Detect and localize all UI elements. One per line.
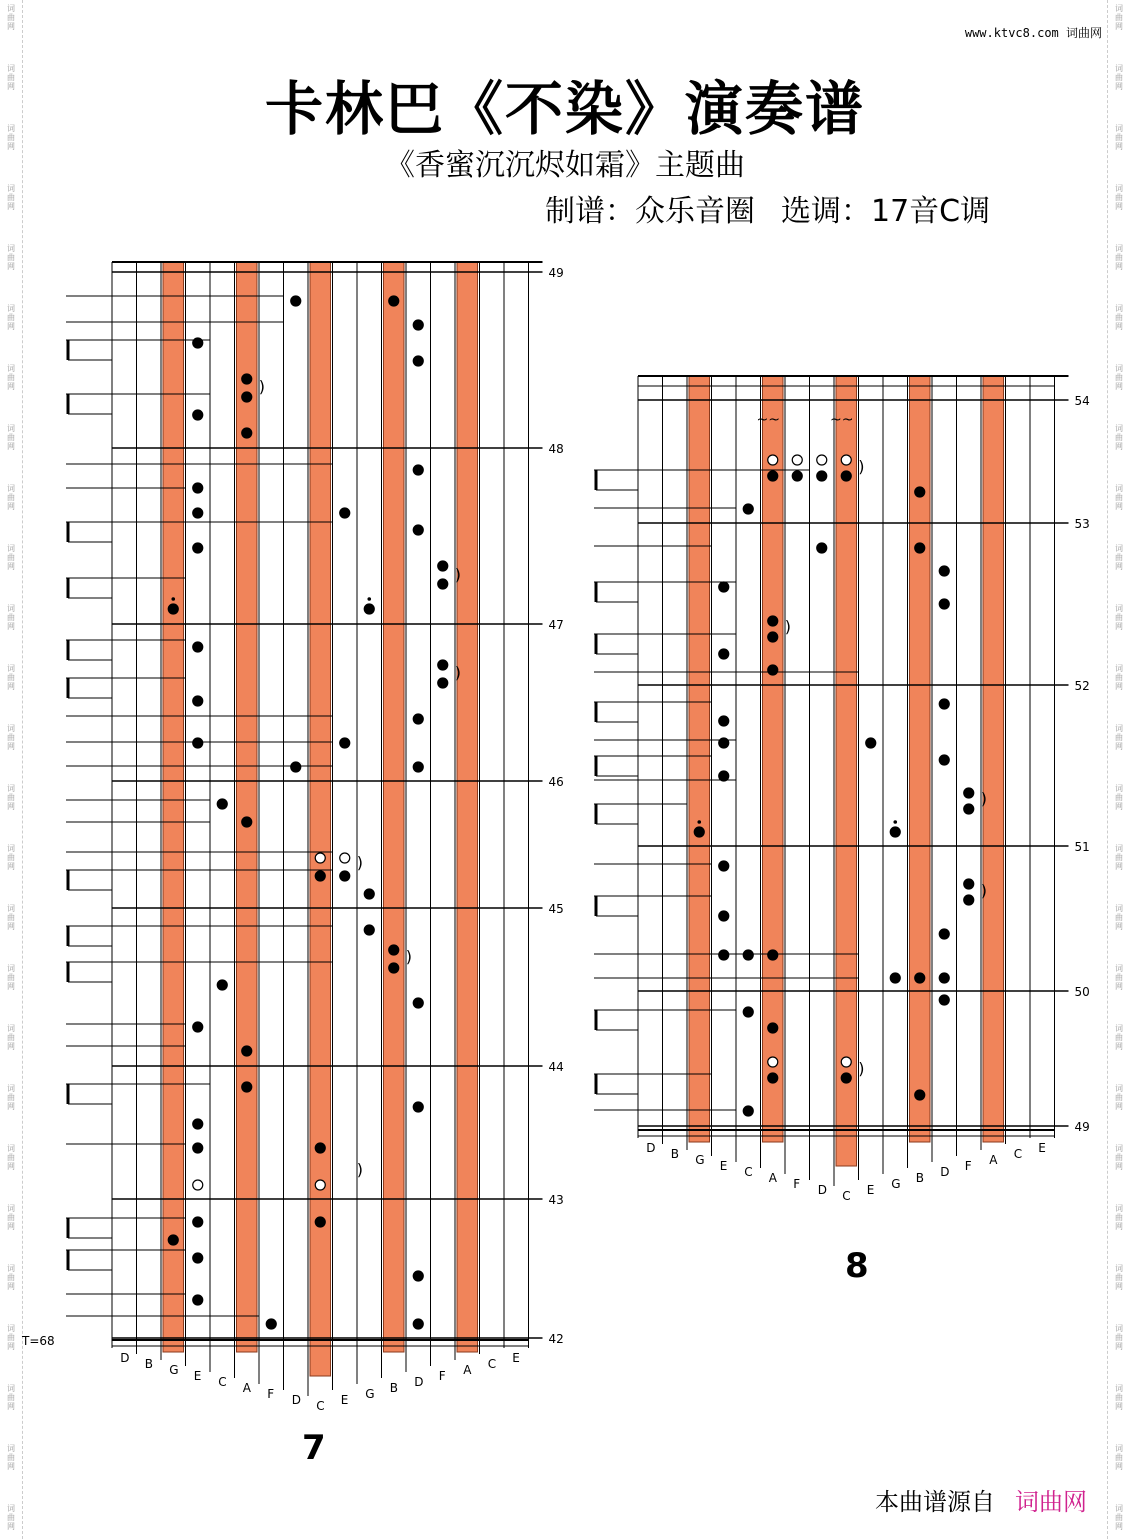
note (890, 973, 900, 983)
note (315, 871, 325, 881)
margin-watermark: 词 曲 网 (1115, 724, 1123, 751)
note (217, 799, 227, 809)
note (340, 508, 350, 518)
measure-number: 44 (548, 1060, 564, 1074)
measure-number: 47 (548, 618, 564, 632)
note (193, 410, 203, 420)
note (266, 1319, 276, 1329)
note (768, 1057, 778, 1067)
margin-watermark: 词 曲 网 (7, 664, 15, 691)
tine-label: D (414, 1375, 424, 1389)
note (413, 356, 423, 366)
note (389, 963, 399, 973)
note (438, 660, 448, 670)
tine-label: D (291, 1393, 301, 1407)
note (915, 973, 925, 983)
margin-watermark: 词 曲 网 (7, 1144, 15, 1171)
margin-watermark: 词 曲 网 (7, 904, 15, 931)
margin-watermark: 词 曲 网 (7, 1324, 15, 1351)
tine-label: A (463, 1363, 472, 1377)
note (939, 599, 949, 609)
page-title: 卡林巴《不染》演奏谱 (264, 75, 865, 143)
key-label: 选调：17音C调 (781, 194, 991, 229)
margin-watermark: 词 曲 网 (7, 1024, 15, 1051)
note (438, 678, 448, 688)
note (193, 696, 203, 706)
note (719, 771, 729, 781)
margin-watermark: 词 曲 网 (1115, 424, 1123, 451)
note (915, 543, 925, 553)
note (438, 579, 448, 589)
tine-label: A (242, 1381, 251, 1395)
note (242, 374, 252, 384)
note (743, 1007, 753, 1017)
margin-watermark: 词 曲 网 (1115, 1444, 1123, 1471)
margin-watermark: 词 曲 网 (1115, 784, 1123, 811)
tine-label: B (144, 1357, 153, 1371)
note (939, 755, 949, 765)
note (768, 455, 778, 465)
note (964, 804, 974, 814)
margin-watermark: 词 曲 网 (1115, 484, 1123, 511)
note (438, 561, 448, 571)
note (193, 1217, 203, 1227)
tine-label: C (218, 1375, 227, 1389)
margin-watermark: 词 曲 网 (7, 844, 15, 871)
tie-mark: ) (356, 1160, 363, 1179)
tine-label: E (340, 1393, 349, 1407)
margin-watermark: 词 曲 网 (1115, 184, 1123, 211)
margin-watermark: 词 曲 网 (1115, 544, 1123, 571)
margin-watermark: 词 曲 网 (7, 1444, 15, 1471)
margin-watermark: 词 曲 网 (1115, 1024, 1123, 1051)
note (193, 738, 203, 748)
margin-watermark: 词 曲 网 (7, 64, 15, 91)
measure-number: 48 (548, 442, 564, 456)
tine-label: D (120, 1351, 130, 1365)
octave-dot (171, 597, 175, 601)
note (719, 582, 729, 592)
tine-label: E (512, 1351, 520, 1365)
note (413, 1319, 423, 1329)
note (413, 998, 423, 1008)
highlighted-tine (689, 376, 710, 1142)
note (168, 1235, 178, 1245)
note (817, 543, 827, 553)
note (389, 945, 399, 955)
tine-label: G (365, 1387, 375, 1401)
note (315, 1217, 325, 1227)
tie-mark: ) (454, 663, 461, 682)
note (340, 853, 350, 863)
tine-label: G (169, 1363, 179, 1377)
note (939, 929, 949, 939)
margin-watermark: 词 曲 网 (7, 1204, 15, 1231)
margin-watermark: 词 曲 网 (1115, 664, 1123, 691)
tine-label: F (793, 1177, 801, 1191)
highlighted-tine (310, 262, 331, 1376)
note (193, 483, 203, 493)
note (389, 296, 399, 306)
subtitle: 《香蜜沉沉烬如霜》主题曲 (385, 148, 745, 183)
highlighted-tine (980, 376, 1004, 1142)
note (242, 428, 252, 438)
page-number-left: 7 (302, 1428, 326, 1468)
measure-number: 53 (1074, 517, 1090, 531)
note (866, 738, 876, 748)
tie-mark: ) (454, 565, 461, 584)
highlighted-tine (384, 262, 405, 1352)
note (193, 1253, 203, 1263)
margin-watermark: 词 曲 网 (7, 364, 15, 391)
margin-watermark: 词 曲 网 (1115, 1264, 1123, 1291)
note (768, 950, 778, 960)
note (340, 871, 350, 881)
octave-dot (893, 820, 897, 824)
highlighted-tine (163, 262, 184, 1352)
tempo-marking: T=68 (22, 1334, 55, 1348)
footer-source (875, 1482, 1087, 1517)
tine-label: D (646, 1141, 656, 1155)
tine-label: G (891, 1177, 901, 1191)
note (719, 738, 729, 748)
margin-watermark: 词 曲 网 (7, 1264, 15, 1291)
footer-brand-link[interactable]: 词曲网 (1015, 1488, 1087, 1516)
note (291, 762, 301, 772)
note (315, 853, 325, 863)
note (242, 1046, 252, 1056)
note (364, 925, 374, 935)
margin-watermark: 词 曲 网 (7, 484, 15, 511)
margin-watermark: 词 曲 网 (7, 184, 15, 211)
note (915, 487, 925, 497)
page-number-right: 8 (845, 1246, 869, 1286)
note (743, 950, 753, 960)
tie-mark: ) (258, 377, 265, 396)
footer-source-label: 本曲谱源自 (875, 1488, 995, 1516)
note (817, 471, 827, 481)
highlighted-tine (237, 262, 258, 1352)
note (719, 649, 729, 659)
note (743, 1106, 753, 1116)
margin-watermark: 词 曲 网 (1115, 904, 1123, 931)
note (413, 1102, 423, 1112)
margin-watermark: 词 曲 网 (7, 1504, 15, 1531)
margin-watermark: 词 曲 网 (1115, 1144, 1123, 1171)
tie-mark: ) (980, 881, 987, 900)
note (168, 604, 178, 614)
tine-label: C (316, 1399, 325, 1413)
margin-watermark: 词 曲 网 (7, 4, 15, 31)
note (413, 465, 423, 475)
margin-watermark: 词 曲 网 (1115, 1504, 1123, 1531)
measure-number: 43 (548, 1193, 564, 1207)
tremolo-mark: ~~ (830, 412, 854, 428)
tine-label: F (438, 1369, 446, 1383)
measure-number: 50 (1074, 985, 1090, 999)
measure-number: 42 (548, 1332, 564, 1346)
measure-number: 49 (1074, 1120, 1090, 1134)
site-url[interactable]: www.ktvc8.com 词曲网 (964, 26, 1102, 40)
tine-label: D (940, 1165, 950, 1179)
measure-number: 46 (548, 775, 564, 789)
note (792, 455, 802, 465)
octave-dot (697, 820, 701, 824)
note (964, 895, 974, 905)
tie-mark: ) (858, 1059, 865, 1078)
margin-watermark: 词 曲 网 (7, 424, 15, 451)
margin-watermark: 词 曲 网 (7, 1384, 15, 1411)
margin-watermark: 词 曲 网 (1115, 4, 1123, 31)
note (841, 1073, 851, 1083)
tine-label: B (670, 1147, 679, 1161)
margin-watermark: 词 曲 网 (1115, 1384, 1123, 1411)
note (890, 827, 900, 837)
note (242, 392, 252, 402)
note (291, 296, 301, 306)
margin-watermark: 词 曲 网 (7, 304, 15, 331)
note (939, 995, 949, 1005)
tine-label: G (695, 1153, 705, 1167)
tine-label: D (817, 1183, 827, 1197)
tine-label: F (964, 1159, 972, 1173)
tine-label: B (915, 1171, 924, 1185)
tine-label: A (989, 1153, 998, 1167)
note (242, 817, 252, 827)
note (364, 604, 374, 614)
margin-watermark: 词 曲 网 (7, 1084, 15, 1111)
note (193, 1180, 203, 1190)
note (694, 827, 704, 837)
tine-label: C (1013, 1147, 1023, 1161)
highlighted-tine (836, 376, 857, 1166)
note (413, 525, 423, 535)
margin-watermark: 词 曲 网 (1115, 844, 1123, 871)
arranger-label: 制谱：众乐音圈 (545, 194, 755, 229)
margin-watermark: 词 曲 网 (7, 964, 15, 991)
note (193, 1143, 203, 1153)
tine-label: E (719, 1159, 728, 1173)
measure-number: 51 (1074, 840, 1090, 854)
margin-watermark: 词 曲 网 (1115, 244, 1123, 271)
note (193, 338, 203, 348)
note (193, 508, 203, 518)
margin-watermark: 词 曲 网 (7, 544, 15, 571)
note (413, 762, 423, 772)
note (719, 911, 729, 921)
note (413, 1271, 423, 1281)
margin-watermark: 词 曲 网 (1115, 604, 1123, 631)
measure-number: 49 (548, 266, 564, 280)
octave-dot (367, 597, 371, 601)
margin-watermark: 词 曲 网 (7, 244, 15, 271)
margin-watermark: 词 曲 网 (7, 124, 15, 151)
note (817, 455, 827, 465)
margin-watermark: 词 曲 网 (1115, 64, 1123, 91)
note (315, 1180, 325, 1190)
tine-label: E (866, 1183, 875, 1197)
tine-label: C (842, 1189, 851, 1203)
margin-watermark: 词 曲 网 (1115, 1084, 1123, 1111)
note (193, 1295, 203, 1305)
note (964, 788, 974, 798)
tie-mark: ) (356, 853, 363, 872)
note (841, 455, 851, 465)
note (743, 504, 753, 514)
margin-watermark: 词 曲 网 (7, 724, 15, 751)
note (413, 714, 423, 724)
note (315, 1143, 325, 1153)
note (841, 1057, 851, 1067)
note (193, 543, 203, 553)
margin-watermark: 词 曲 网 (1115, 124, 1123, 151)
tine-label: E (1038, 1141, 1046, 1155)
note (242, 1082, 252, 1092)
note (193, 642, 203, 652)
tine-label: C (487, 1357, 497, 1371)
tine-label: B (389, 1381, 398, 1395)
tine-label: E (193, 1369, 202, 1383)
tine-label: F (267, 1387, 275, 1401)
note (964, 879, 974, 889)
note (413, 320, 423, 330)
margin-watermark: 词 曲 网 (1115, 1204, 1123, 1231)
note (719, 861, 729, 871)
note (719, 950, 729, 960)
measure-number: 54 (1074, 394, 1090, 408)
note (768, 1023, 778, 1033)
note (217, 980, 227, 990)
note (364, 889, 374, 899)
note (939, 566, 949, 576)
tremolo-mark: ~~ (756, 412, 780, 428)
note (193, 1022, 203, 1032)
note (939, 699, 949, 709)
tie-mark: ) (980, 789, 987, 808)
tine-label: A (768, 1171, 777, 1185)
note (768, 665, 778, 675)
highlighted-tine (454, 262, 478, 1352)
tie-mark: ) (784, 617, 791, 636)
note (768, 1073, 778, 1083)
margin-watermark: 词 曲 网 (1115, 364, 1123, 391)
note (841, 471, 851, 481)
note (939, 973, 949, 983)
tie-mark: ) (858, 457, 865, 476)
margin-watermark: 词 曲 网 (1115, 304, 1123, 331)
measure-number: 45 (548, 902, 564, 916)
note (915, 1090, 925, 1100)
tine-label: C (744, 1165, 753, 1179)
note (340, 738, 350, 748)
margin-watermark: 词 曲 网 (1115, 1324, 1123, 1351)
tie-mark: ) (405, 947, 412, 966)
note (792, 471, 802, 481)
margin-watermark: 词 曲 网 (7, 784, 15, 811)
note (719, 716, 729, 726)
margin-watermark: 词 曲 网 (7, 604, 15, 631)
note (193, 1119, 203, 1129)
note (768, 471, 778, 481)
note (768, 632, 778, 642)
measure-number: 52 (1074, 679, 1090, 693)
note (768, 616, 778, 626)
margin-watermark: 词 曲 网 (1115, 964, 1123, 991)
